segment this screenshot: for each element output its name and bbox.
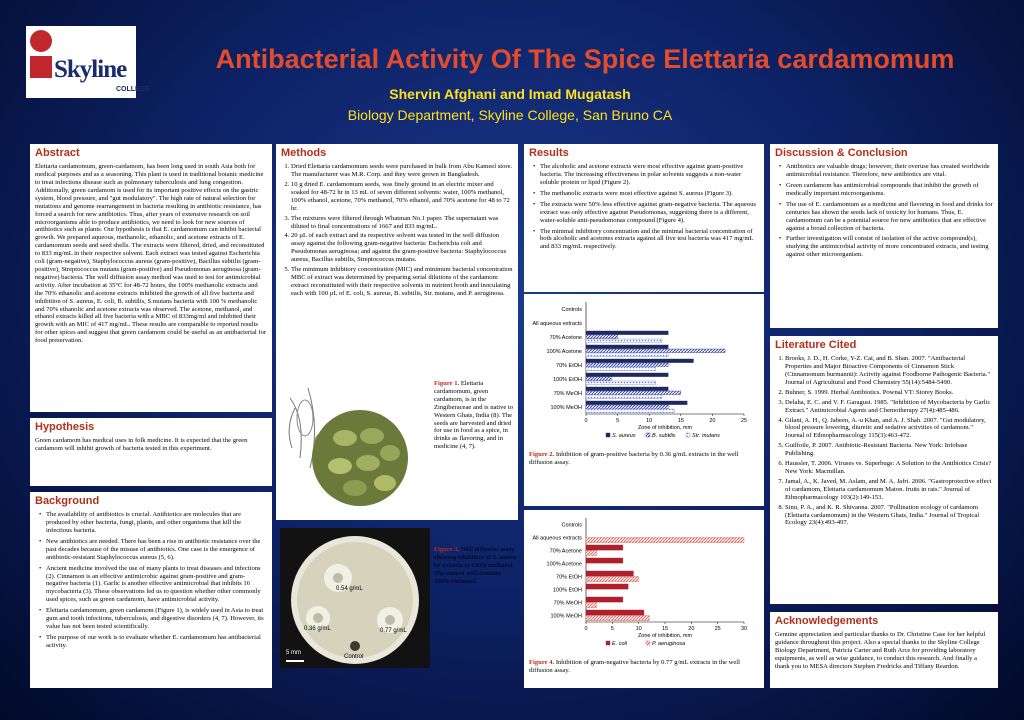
background-list	[35, 511, 267, 650]
bar	[586, 558, 623, 563]
x-axis-label: Zone of inhibition, mm	[637, 633, 693, 639]
acknowledgements-panel	[770, 612, 998, 688]
abstract-panel	[30, 144, 272, 412]
figure1-caption	[434, 380, 518, 451]
list-item: • The methanolic extracts were most effective against S. aureus (Figure 3).	[535, 190, 759, 198]
bar	[586, 616, 649, 621]
category-label: 70% Acetone	[549, 335, 582, 341]
methods-heading: Methods	[281, 147, 327, 159]
bar	[586, 367, 656, 371]
legend-label: P. aeruginosa	[652, 641, 686, 647]
bar	[586, 373, 668, 377]
category-label: All aqueous extracts	[532, 535, 582, 542]
bar	[586, 335, 618, 339]
list-item: • Ancient medicine involved the use of many plants to treat diseases and infections (2). Cinnamon is an effective antimicrobic against gram-positive and gram-negative bacteria (1). Garlic is another effective antimicrobial that inhibits 16 mycobacteria (3). These observations led us to question whether other commonly used spices, such as green cardamom, have antimicrobial activity.	[41, 565, 267, 605]
hypothesis-panel	[30, 418, 272, 486]
x-tick-label: 20	[688, 626, 695, 632]
figure1-label: Figure 1.	[434, 380, 460, 387]
list-item: • Green cardamom has antimicrobial compounds that inhibit the growth of medically important microorganisms.	[781, 182, 993, 198]
figure2-caption	[529, 451, 759, 467]
list-item: • The use of E. cardamomum as a medicine and flavoring in food and drinks for centuries has shown the seeds lack of toxicity for humans. Thus, E. cardamomum can be a potential source for new antibiotics that are effective against a broad collection of bacteria.	[781, 201, 993, 233]
bar	[586, 409, 674, 413]
acknowledgements-text: Genuine appreciation and particular thanks to Dr. Christine Case for her helpful guidance throughout this project. Also a special thanks to the Skyline College Biology Department, Patricia Carter and Ruth Arce for providing laboratory equipments, as well as wise guidance, to conduct this research. And finally a thank you to MESA directors Stephen Fredricks and Tiffany Reardon.	[775, 631, 986, 670]
legend-label: E. coli	[612, 641, 627, 647]
figure3-text: Well diffusion assay showing inhibition of S. aureus by extracts in 100% methanol. The control well contains 100% methanol.	[434, 546, 517, 585]
category-label: 100% Acetone	[546, 561, 582, 568]
list-item: 8. Sinu, P. A., and K. R. Shivanna. 2007. "Pollination ecology of cardamom (Elettaria cardamomum) in the Western Ghats, India." Journal of Tropical Ecology 23(4):493-497.	[785, 504, 993, 528]
scale-bar-label: 5 mm	[286, 650, 301, 656]
list-item: • Further investigation will consist of isolation of the active compound(s), studying the antimicrobial activity of more concentrated extracts, and testing against other microorganism.	[781, 235, 993, 259]
list-item: • New antibiotics are needed. There has been a rise in antibiotic resistance over the past decades because of the misuse of antibiotics. One case is the emergence of antibiotic-resistant Staphylococcus aureus (5, 6).	[41, 538, 267, 562]
figure4-text: Inhibition of gram-negative bacteria by 0.77 g/mL extracts in the well diffusion assay.	[529, 659, 740, 674]
literature-panel	[770, 336, 998, 604]
legend-label: S. aureus	[612, 433, 636, 439]
list-item: 7. Jamal, A., K. Javed, M. Aslam, and M. A. Jafri. 2006. "Gastroprotective effect of cardamom, Elettaria cardamomum Maton. fruits in rats." Journal of Ethnopharmacology 103(2):149-153.	[785, 478, 993, 502]
list-item: • The alcoholic and acetone extracts were most effective against gram-positive bacteria. The increasing effectiveness in polar solvents suggests a non-water soluble protein or lipid (Figure 2).	[535, 163, 759, 187]
bar	[586, 551, 597, 556]
discussion-panel	[770, 144, 998, 328]
methods-list	[281, 163, 513, 298]
list-item: 5. The minimum inhibitory concentration (MIC) and minimum bacterial concentration MBC of extract was determined by preparing serial dilutions of the cardamom extract reconstituted with their respective solvents in nutrient broth and inoculating each with 100 µL of E. coli, S. aureus, B. subtilis, Str. mutans, and P. aeruginosa.	[291, 266, 513, 298]
list-item: 5. Guilfoile, P. 2007. Antibiotic-Resistant Bacteria. New York: Infobase Publishing.	[785, 442, 993, 458]
list-item: 2. 10 g dried E. cardamomum seeds, was finely ground in an electric mixer and soaked for 48-72 hr in 13 mL of seven different solvents: water, 100% methanol, 100% ethanol, acetone, 70% methanol, 70% ethanol, and 70% acetone for 48 to 72 hr.	[291, 181, 513, 213]
list-item: 2. Buhner, S. 1999. Herbal Antibiotics. Pownal VT: Storey Books.	[785, 389, 993, 397]
category-label: 100% EtOH	[552, 587, 582, 594]
logo-text: Skyline	[54, 56, 127, 83]
list-item: • Antibiotics are valuable drugs; however, their overuse has created worldwide antimicrobial resistance. Therefore, new antibiotics are vital.	[781, 163, 993, 179]
bar	[586, 584, 628, 589]
background-panel	[30, 492, 272, 688]
x-tick-label: 5	[616, 418, 620, 424]
list-item: • The availability of antibiotics is crucial. Antibiotics are molecules that are produced by other bacteria, fungi, plants, and other organisms that kill the infectious bacteria.	[41, 511, 267, 535]
figure2-svg	[524, 294, 764, 448]
x-tick-label: 10	[635, 626, 642, 632]
list-item: • Elettaria cardamomum, green cardamom (Figure 1), is widely used in Asia to treat gum and tooth infections, tuberculosis, and digestive disorders (4, 7). However, its value has not been tested scientifically.	[41, 607, 267, 631]
x-tick-label: 15	[661, 626, 669, 632]
list-item: 4. Gilani, A. H., Q. Jabeen, A.-u Khan, and A. J. Shah. 2007. "Gut modulatory, blood pressure lowering, diuretic and sedative activities of cardamom." Journal of Ethnopharmacology 115(3):463-472.	[785, 417, 993, 441]
plate-photo	[280, 528, 430, 668]
abstract-heading: Abstract	[35, 147, 80, 159]
sun-icon	[30, 30, 52, 52]
discussion-heading: Discussion & Conclusion	[775, 147, 908, 159]
list-item: 4. 20 µL of each extract and its respective solvent was tested in the well diffusion assay against the following gram-negative bacteria: Escherichia coli and Pseudomonas aeruginosa; and against the gram-positive bacteria: Staphylococcus aureus, Bacillus subtilis, Streptococcus mutans.	[291, 232, 513, 264]
authors: Shervin Afghani and Imad Mugatash	[389, 86, 631, 102]
acknowledgements-heading: Acknowledgements	[775, 615, 879, 627]
figure2-text: Inhibition of gram-positive bacteria by 0.36 g/mL extracts in the well diffusion assay.	[529, 451, 739, 466]
x-tick-label: 20	[709, 418, 716, 424]
logo-sub: COLLEGE	[116, 86, 150, 93]
figure2-caption-panel	[524, 448, 764, 506]
discussion-list	[775, 163, 993, 259]
legend-swatch	[646, 433, 650, 437]
figure3-label: Figure 3.	[434, 546, 460, 553]
category-label: 70% MeOH	[553, 391, 582, 397]
list-item: 1. Brooks, J. D., H. Corke, Y-Z. Cai, and B. Shan. 2007. "Antibacterial Properties and Major Bioactive Components of Cinnamon Stick (Cinnamomum burmannii): Activity against Foodborne Pathogenic Bacteria." Journal of Agricultural and Food Chemistry 55(14):5484-5490.	[785, 355, 993, 387]
legend-swatch	[686, 433, 690, 437]
category-label: Controls	[561, 307, 582, 313]
figure4-caption-panel	[524, 656, 764, 688]
bar	[586, 359, 693, 363]
results-panel	[524, 144, 764, 292]
figure1-text: Elettaria cardamomum, green cardamom, is in the Zingiberaceae and is native to Western Ghats, India (8). The seeds are harvested and dried for use in food as a spice, in drinks as flavoring, and in medicine (4, 7).	[434, 380, 514, 451]
results-list	[529, 163, 759, 251]
category-label: Controls	[561, 522, 582, 529]
list-item: 3. The mixtures were filtered through Whatman No.1 paper. The supernatant was diluted to final concentrations of 1667 and 833 mg/mL.	[291, 215, 513, 231]
cardamom-photo	[280, 378, 430, 516]
bar	[586, 405, 668, 409]
cardamom-illustration	[280, 378, 430, 516]
legend-label: B. subtilis	[652, 433, 676, 439]
bar	[586, 577, 639, 582]
category-label: 100% MeOH	[550, 405, 582, 411]
category-label: 70% MeOH	[553, 600, 582, 607]
category-label: 100% EtOH	[552, 377, 582, 383]
literature-heading: Literature Cited	[775, 339, 857, 351]
plate-label-control: Control	[344, 654, 364, 660]
x-tick-label: 25	[740, 418, 748, 424]
plate-label-b: 0.36 g/mL	[304, 626, 331, 632]
legend-label: Str. mutans	[692, 433, 720, 439]
figure4-svg	[524, 510, 764, 656]
x-tick-label: 5	[610, 626, 614, 632]
x-tick-label: 25	[714, 626, 721, 632]
background-heading: Background	[35, 495, 100, 507]
figure4-chart	[524, 510, 764, 656]
bar	[586, 603, 597, 608]
literature-list	[775, 355, 993, 527]
hypothesis-text: Green cardamom has medical uses in folk medicine. It is expected that the green cardamom will inhibit growth of bacteria tested in this experiment.	[35, 437, 248, 453]
results-heading: Results	[529, 147, 569, 159]
bar	[586, 377, 611, 381]
bar	[586, 381, 656, 385]
book-icon	[30, 56, 52, 78]
bar	[586, 395, 662, 399]
bar	[586, 401, 687, 405]
bar	[586, 610, 644, 615]
bar	[586, 597, 623, 602]
bar	[586, 571, 633, 576]
plate-label-c: 0.77 g/mL	[380, 628, 407, 634]
list-item: 6. Haussler, T. 2006. Viruses vs. Superbugs: A Solution to the Antibiotics Crisis? New York: Macmillan.	[785, 460, 993, 476]
bar	[586, 345, 668, 349]
legend-swatch	[606, 641, 610, 645]
bar	[586, 363, 668, 367]
legend-swatch	[646, 641, 650, 645]
x-tick-label: 10	[646, 418, 653, 424]
bar	[586, 538, 744, 543]
category-label: All aqueous extracts	[532, 321, 582, 327]
department: Biology Department, Skyline College, San Bruno CA	[347, 107, 673, 123]
figure4-caption	[529, 659, 759, 675]
bar	[586, 353, 668, 357]
x-tick-label: 15	[677, 418, 684, 424]
category-label: 70% EtOH	[556, 363, 582, 369]
category-label: 100% MeOH	[550, 613, 582, 620]
list-item: 1. Dried Elettaria cardamomum seeds were purchased in bulk from Abu Kameel store. The manufacturer was M.R. Corp. and they were grown in Bangladesh.	[291, 163, 513, 179]
bar	[586, 545, 623, 550]
x-axis-label: Zone of inhibition, mm	[637, 425, 693, 431]
petri-dish	[280, 528, 430, 668]
bar	[586, 331, 668, 335]
bar	[586, 339, 662, 343]
plate-label-a: 0.54 g/mL	[336, 586, 363, 592]
list-item: • The extracts were 50% less effective against gram-negative bacteria. The aqueous extract was only effective against Pseudomonas, suggesting there is a different, water-soluble anti-pseudomonas compound (Figure 4).	[535, 201, 759, 225]
figure2-chart	[524, 294, 764, 448]
category-label: 100% Acetone	[546, 349, 582, 355]
list-item: 3. Delaha, E. C. and V. F. Garagusi. 1985. "Inhibition of Mycobacteria by Garlic Extract." Antimicrobial Agents and Chemotherapy 27(4):485-486.	[785, 399, 993, 415]
x-tick-label: 30	[740, 626, 748, 632]
figure4-label: Figure 4.	[529, 659, 555, 666]
legend-swatch	[606, 433, 610, 437]
category-label: 70% EtOH	[556, 574, 582, 581]
category-label: 70% Acetone	[549, 548, 582, 555]
bar	[586, 387, 668, 391]
abstract-text: Elettaria cardamomum, green-cardamom, has been long used in south Asia both for medical purposes and as a seasoning. This plant is used in traditional botanic medicine to treat infections disease such as pulmonary tuberculosis and lung congestion. Additionally, green cardamom is used for its important positive effects on the gastric system, blood pressure, and "gut modulatory". The high rate of natural selection for mutations and genome rearrangement in bacteria resulting in antibiotic resistance, has forced a search for new antibiotics. Thus, after years of extensive research on soil microorganisms able to produce antibiotics, we need to look for new sources of antibiotics such as plants. Our hypothesis is that E. cardamomum can inhibit bacterial growth. We prepared aqueous, methanolic, ethanolic, and acetone extracts of E. cardamomum seeds and seed shells. The extracts were filtered, dried, and reconstituted to 833 mg/mL in their respective solvent. Each extract was tested against Escherichia coli (gram-negative), Staphylococcus aureus (gram-positive), Bacillus subtilis (gram-positive), Streptococcus mutans (gram-positive) and Pseudomonas aeruginosa (gram-negative) bacteria. The well diffusion assay method was used to test for antimicrobial activity. After incubation at 35°C for 48-72 hours, the 100% methanolic extracts and the 70% ethanolic and acetone extracts inhibited the growth of all five bacteria and inhibition of S. aureus, E. coli, B. subtilis, S.mutans bacteria with 100 % methanolic and 70% ethanolic and acetone extracts was observed. The acetone, methanol, and ethanol extracts killed all five bacteria with a MBC of 833mg/ml and inhibited their growth with an MIC of 417 mg/mL. These results are comparable to reported results for other spices and suggest that green cardamom could be useful as an antibacterial for food preservation.	[35, 163, 267, 345]
hypothesis-heading: Hypothesis	[35, 421, 95, 433]
list-item: • The minimal inhibitory concentration and the minimal bacterial concentration of both alcoholic and acetones extracts against all five test bacteria was 417 mg/mL and 833 mg/mL respectively.	[535, 228, 759, 252]
list-item: • The purpose of our work is to evaluate whether E. cardamomum has antibacterial activity.	[41, 634, 267, 650]
figure3-caption	[434, 546, 518, 586]
bar	[586, 391, 681, 395]
x-tick-label: 0	[584, 626, 588, 632]
poster-title: Antibacterial Activity Of The Spice Elettaria cardamomum	[215, 44, 955, 74]
bar	[586, 349, 725, 353]
x-tick-label: 0	[584, 418, 588, 424]
figure2-label: Figure 2.	[529, 451, 555, 458]
skyline-logo	[26, 26, 150, 98]
